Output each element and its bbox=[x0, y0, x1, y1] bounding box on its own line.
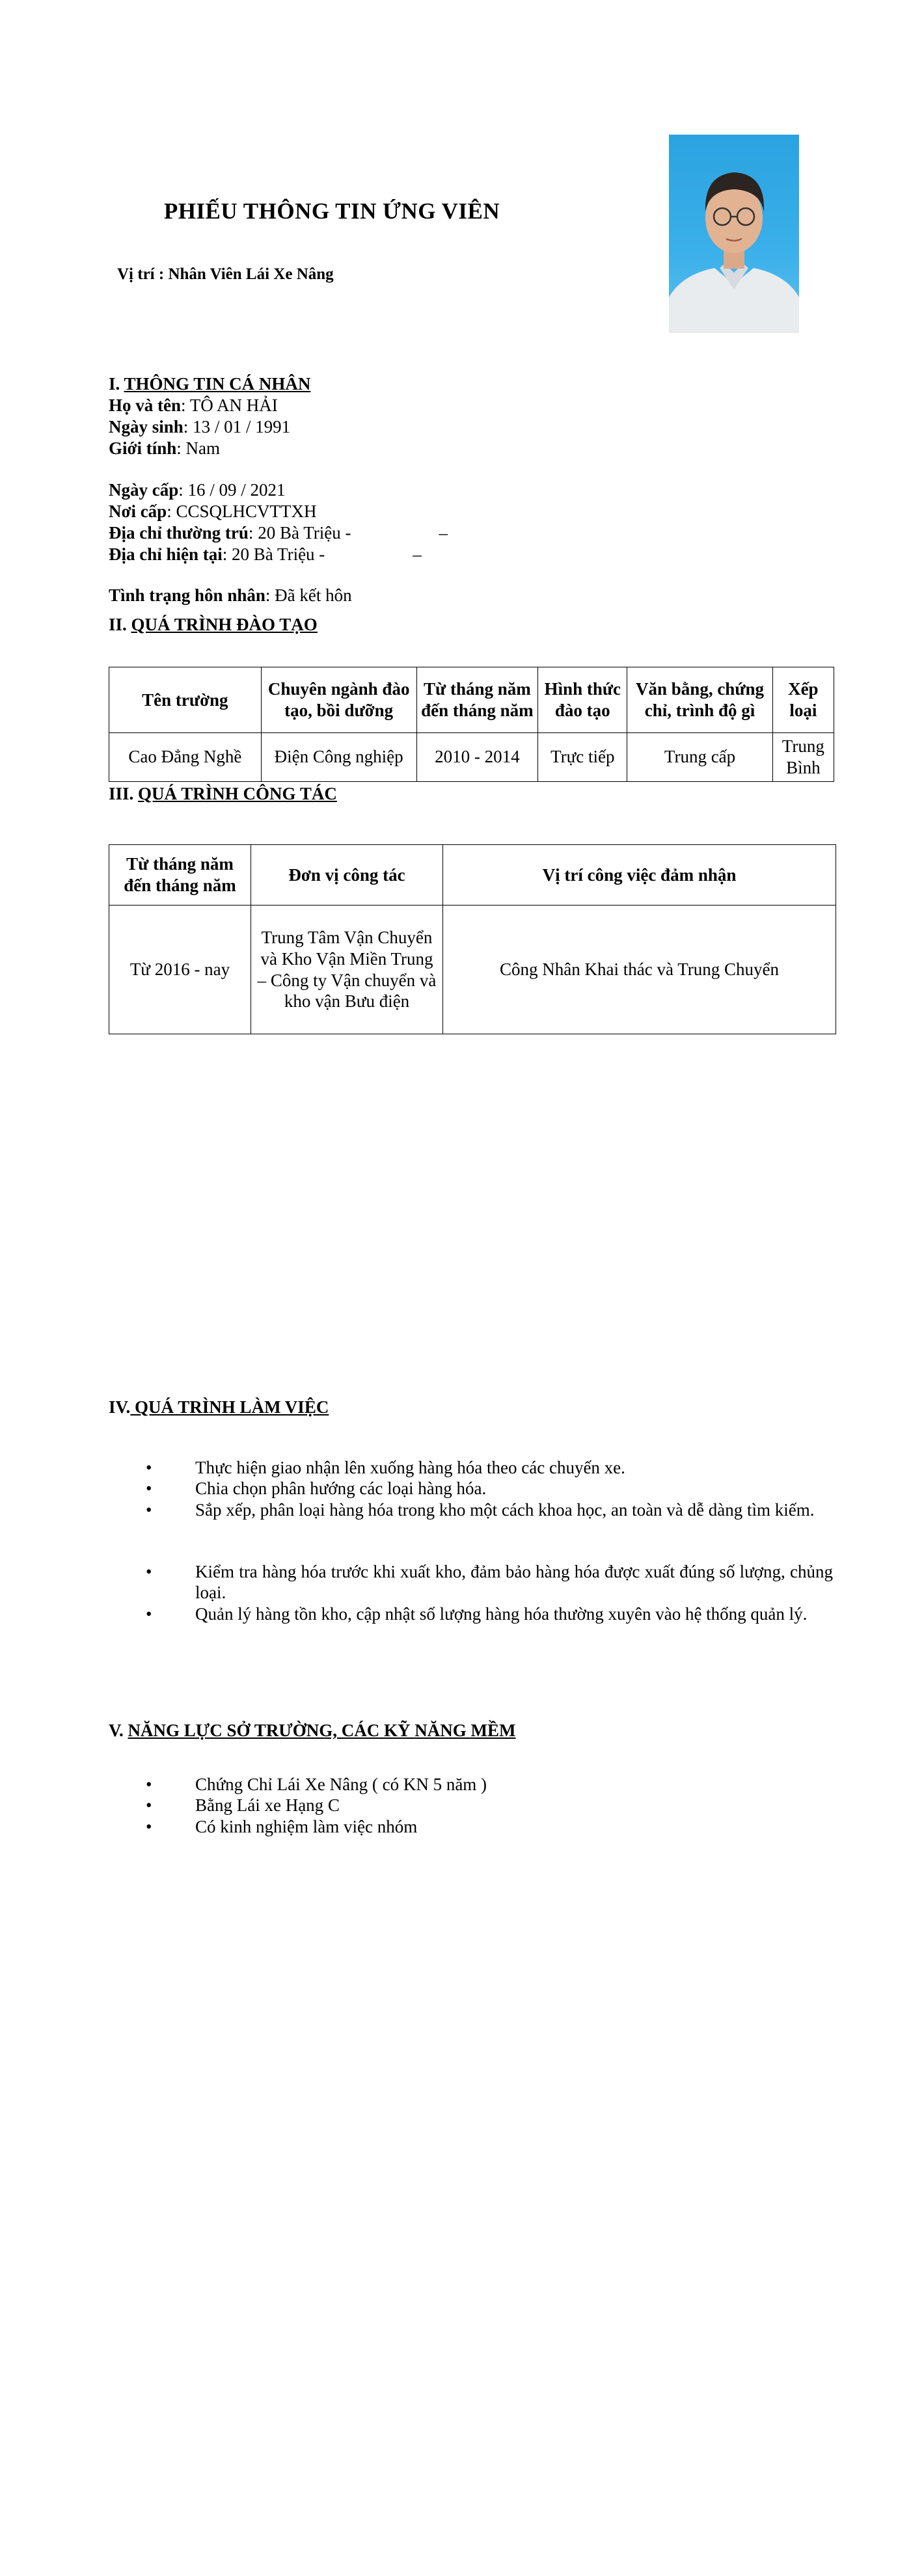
field-current-address: Địa chỉ hiện tại: 20 Bà Triệu - – bbox=[109, 544, 422, 564]
section5-heading bbox=[109, 1721, 516, 1741]
section3-title: QUÁ TRÌNH CÔNG TÁC bbox=[138, 784, 337, 803]
issue-date-value: 16 / 09 / 2021 bbox=[187, 480, 286, 500]
marital-status-value: Đã kết hôn bbox=[275, 585, 352, 605]
training-col-rank: Xếp loại bbox=[772, 667, 834, 733]
section5-number: V. bbox=[109, 1721, 128, 1740]
training-table bbox=[109, 667, 834, 782]
section4-heading bbox=[109, 1397, 329, 1417]
section1-number: I. bbox=[109, 374, 124, 394]
section2-heading bbox=[109, 615, 318, 635]
work-col-period: Từ tháng năm đến tháng năm bbox=[109, 845, 251, 906]
work-col-role: Vị trí công việc đảm nhận bbox=[443, 845, 836, 906]
work-duties-list-2 bbox=[109, 1561, 833, 1624]
current-address-value: 20 Bà Triệu - – bbox=[232, 544, 422, 564]
section3-heading bbox=[109, 784, 337, 804]
field-birth-date: Ngày sinh: 13 / 01 / 1991 bbox=[109, 417, 291, 436]
work-header-row bbox=[109, 845, 836, 906]
section5-title: NĂNG LỰC SỞ TRƯỜNG, CÁC KỸ NĂNG MỀM bbox=[128, 1721, 516, 1740]
list-item: • Bằng Lái xe Hạng C bbox=[146, 1795, 340, 1816]
field-issue-date: Ngày cấp: 16 / 09 / 2021 bbox=[109, 480, 286, 500]
gender-value: Nam bbox=[185, 438, 220, 458]
section1-title: THÔNG TIN CÁ NHÂN bbox=[124, 374, 311, 394]
permanent-address-value: 20 Bà Triệu - – bbox=[258, 523, 448, 543]
training-col-major: Chuyên ngành đào tạo, bồi dưỡng bbox=[261, 667, 416, 733]
training-col-period: Từ tháng năm đến tháng năm bbox=[416, 667, 538, 733]
document-title: PHIẾU THÔNG TIN ỨNG VIÊN bbox=[163, 198, 500, 224]
training-header-row bbox=[109, 667, 834, 733]
section2-title: QUÁ TRÌNH ĐÀO TẠO bbox=[131, 615, 318, 634]
skills-list bbox=[109, 1774, 833, 1837]
work-history-table bbox=[109, 844, 836, 1034]
portrait-photo-icon bbox=[669, 135, 799, 333]
section3-number: III. bbox=[109, 784, 139, 803]
section2-number: II. bbox=[109, 615, 131, 634]
field-full-name: Họ và tên: TÔ AN HẢI bbox=[109, 396, 278, 415]
candidate-photo bbox=[669, 135, 799, 333]
section4-title: QUÁ TRÌNH LÀM VIỆC bbox=[130, 1397, 329, 1417]
list-item: • Chứng Chỉ Lái Xe Nâng ( có KN 5 năm ) bbox=[146, 1775, 487, 1794]
position-line: Vị trí : Nhân Viên Lái Xe Nâng bbox=[117, 265, 334, 283]
list-item: • Có kinh nghiệm làm việc nhóm bbox=[146, 1816, 418, 1836]
list-item: • Quản lý hàng tồn kho, cập nhật số lượng hàng hóa thường xuyên vào hệ thống quản lý. bbox=[146, 1603, 808, 1624]
field-marital-status: Tình trạng hôn nhân: Đã kết hôn bbox=[109, 585, 352, 605]
list-item: • Kiểm tra hàng hóa trước khi xuất kho, đảm bảo hàng hóa được xuất đúng số lượng, chủng loại. bbox=[146, 1562, 833, 1603]
list-item: • Sắp xếp, phân loại hàng hóa trong kho một cách khoa học, an toàn và dễ dàng tìm kiếm. bbox=[146, 1499, 815, 1520]
list-item: • Thực hiện giao nhận lên xuống hàng hóa theo các chuyến xe. bbox=[146, 1458, 625, 1477]
training-col-school: Tên trường bbox=[109, 667, 262, 733]
list-item: • Chia chọn phân hướng các loại hàng hóa. bbox=[146, 1479, 487, 1499]
training-col-mode: Hình thức đào tạo bbox=[538, 667, 627, 733]
birth-date-value: 13 / 01 / 1991 bbox=[193, 417, 291, 436]
training-col-degree: Văn bằng, chứng chỉ, trình độ gì bbox=[627, 667, 772, 733]
issue-place-value: CCSQLHCVTTXH bbox=[176, 502, 317, 521]
full-name-value: TÔ AN HẢI bbox=[189, 396, 278, 415]
section1-heading bbox=[109, 374, 310, 394]
work-duties-list-1 bbox=[109, 1457, 833, 1520]
table-row: Cao Đẳng Nghề Điện Công nghiệp 2010 - 2014 Trực tiếp Trung cấp Trung Bình bbox=[109, 733, 834, 782]
field-permanent-address: Địa chỉ thường trú: 20 Bà Triệu - – bbox=[109, 523, 448, 543]
table-row: Từ 2016 - nay Trung Tâm Vận Chuyển và Kho Vận Miền Trung – Công ty Vận chuyển và kho vận Bưu điện Công Nhân Khai thác và Trung Chuyển bbox=[109, 906, 836, 1034]
field-issue-place: Nơi cấp: CCSQLHCVTTXH bbox=[109, 502, 317, 521]
work-col-unit: Đơn vị công tác bbox=[251, 845, 443, 906]
section4-number: IV. bbox=[109, 1397, 131, 1417]
field-gender: Giới tính: Nam bbox=[109, 438, 220, 458]
